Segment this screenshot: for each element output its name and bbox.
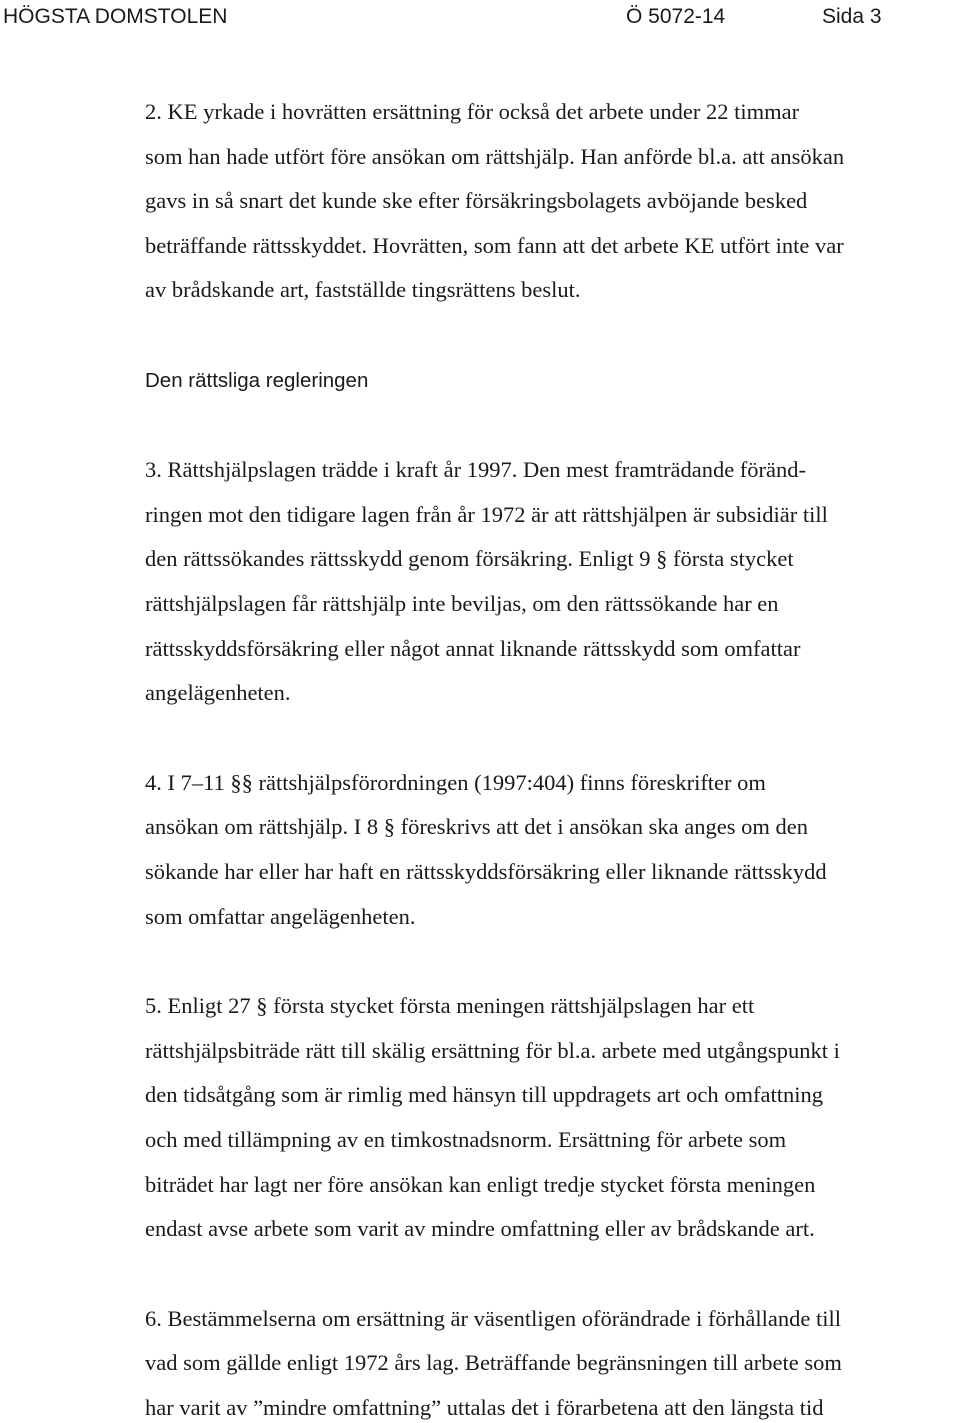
court-name: HÖGSTA DOMSTOLEN bbox=[3, 5, 228, 28]
text-line: beträffande rättsskyddet. Hovrätten, som fann att det arbete KE utfört inte var bbox=[145, 233, 844, 258]
text-line: gavs in så snart det kunde ske efter försäkringsbolagets avböjande besked bbox=[145, 188, 808, 213]
text-line: som han hade utfört före ansökan om rättshjälp. Han anförde bl.a. att ansökan bbox=[145, 144, 845, 169]
text-line: rättshjälpslagen får rättshjälp inte beviljas, om den rättssökande har en bbox=[145, 591, 779, 616]
text-line: av brådskande art, fastställde tingsrättens beslut. bbox=[145, 277, 581, 302]
text-line: biträdet har lagt ner före ansökan kan enligt tredje stycket första meningen bbox=[145, 1172, 816, 1197]
text-line: ringen mot den tidigare lagen från år 1972 är att rättshjälpen är subsidiär till bbox=[145, 502, 828, 527]
section-heading: Den rättsliga regleringen bbox=[145, 369, 369, 392]
text-line: har varit av ”mindre omfattning” uttalas det i förarbetena att den längsta tid bbox=[145, 1395, 824, 1420]
text-line: den tidsåtgång som är rimlig med hänsyn till uppdragets art och omfattning bbox=[145, 1082, 823, 1107]
text-line: den rättssökandes rättsskydd genom försäkring. Enligt 9 § första stycket bbox=[145, 546, 794, 571]
text-line: angelägenheten. bbox=[145, 680, 291, 705]
page-number: Sida 3 bbox=[822, 5, 882, 28]
text-line: ansökan om rättshjälp. I 8 § föreskrivs att det i ansökan ska anges om den bbox=[145, 814, 808, 839]
text-line: som omfattar angelägenheten. bbox=[145, 904, 416, 929]
text-line: 6. Bestämmelserna om ersättning är väsentligen oförändrade i förhållande till bbox=[145, 1306, 842, 1331]
text-line: vad som gällde enligt 1972 års lag. Beträffande begränsningen till arbete som bbox=[145, 1350, 842, 1375]
text-line: och med tillämpning av en timkostnadsnorm. Ersättning för arbete som bbox=[145, 1127, 787, 1152]
text-line: 5. Enligt 27 § första stycket första meningen rättshjälpslagen har ett bbox=[145, 993, 755, 1018]
text-line: 2. KE yrkade i hovrätten ersättning för också det arbete under 22 timmar bbox=[145, 99, 800, 124]
text-line: rättshjälpsbiträde rätt till skälig ersättning för bl.a. arbete med utgångspunkt i bbox=[145, 1038, 840, 1063]
text-line: rättsskyddsförsäkring eller något annat liknande rättsskydd som omfattar bbox=[145, 636, 801, 661]
text-line: 3. Rättshjälpslagen trädde i kraft år 1997. Den mest framträdande föränd- bbox=[145, 457, 807, 482]
text-line: sökande har eller har haft en rättsskyddsförsäkring eller liknande rättsskydd bbox=[145, 859, 827, 884]
case-number: Ö 5072-14 bbox=[626, 5, 726, 28]
text-line: 4. I 7–11 §§ rättshjälpsförordningen (1997:404) finns föreskrifter om bbox=[145, 770, 766, 795]
text-line: endast avse arbete som varit av mindre omfattning eller av brådskande art. bbox=[145, 1216, 815, 1241]
